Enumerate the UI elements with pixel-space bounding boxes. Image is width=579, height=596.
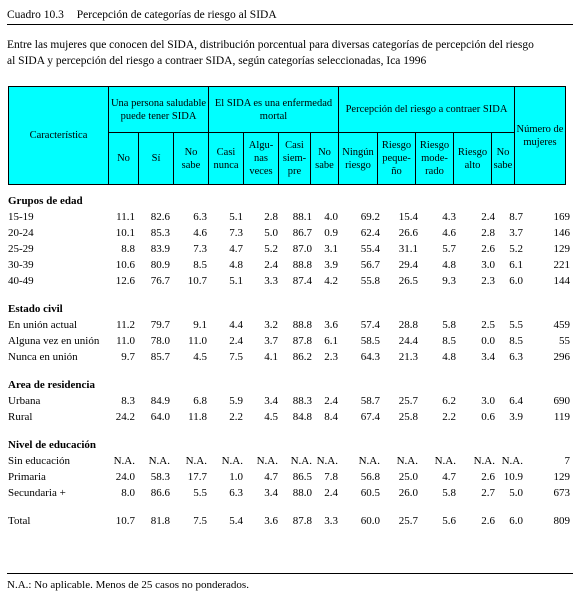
table-cell: 25.0 [398, 471, 418, 483]
table-row [8, 513, 570, 529]
table-cell: 56.8 [360, 471, 380, 483]
table-body [8, 193, 570, 529]
table-cell: 87.4 [292, 275, 312, 287]
table-cell: 58.7 [360, 395, 380, 407]
table-cell: 81.8 [150, 515, 170, 527]
table-cell: 3.0 [481, 395, 495, 407]
table-cell: 67.4 [360, 411, 380, 423]
row-label: Nunca en unión [8, 351, 78, 363]
table-cell: 25.8 [398, 411, 418, 423]
table-cell: 3.4 [481, 351, 495, 363]
table-cell: 58.5 [360, 335, 380, 347]
table-cell: 24.2 [115, 411, 135, 423]
table-cell: 88.8 [292, 319, 312, 331]
table-cell: 88.8 [292, 259, 312, 271]
table-cell: 6.0 [509, 515, 523, 527]
table-cell: 3.1 [324, 243, 338, 255]
table-row [8, 257, 570, 273]
table-cell: 3.6 [324, 319, 338, 331]
table-cell: 9.3 [442, 275, 456, 287]
table-cell: 57.4 [360, 319, 380, 331]
table-cell: 3.4 [264, 487, 278, 499]
table-cell: 6.3 [193, 211, 207, 223]
table-row [8, 273, 570, 289]
table-cell: 83.9 [150, 243, 170, 255]
table-cell: 146 [553, 227, 570, 239]
table-row [8, 393, 570, 409]
header-riesgo-alto: Riesgo alto [454, 133, 492, 185]
header-group-risk: Percepción del riesgo a contraer SIDA [339, 87, 515, 133]
description-line: Entre las mujeres que conocen del SIDA, distribución porcentual para diversas categorías de percepción del riesgo [7, 39, 534, 51]
table-cell: 10.1 [115, 227, 135, 239]
header-casi-siempre: Casi siem- pre [279, 133, 311, 185]
table-cell: 2.3 [481, 275, 495, 287]
table-cell: 85.7 [150, 351, 170, 363]
table-cell: 4.6 [193, 227, 207, 239]
table-cell: 31.1 [398, 243, 418, 255]
header-characteristic: Característica [9, 87, 109, 185]
table-cell: 2.8 [481, 227, 495, 239]
table-cell: 3.7 [509, 227, 523, 239]
table-cell: 673 [553, 487, 570, 499]
table-cell: 5.2 [509, 243, 523, 255]
row-label: Alguna vez en unión [8, 335, 100, 347]
table-cell: 296 [553, 351, 570, 363]
row-spacer [8, 501, 570, 513]
table-cell: 2.2 [442, 411, 456, 423]
table-cell: 76.7 [150, 275, 170, 287]
table-cell: 11.0 [116, 335, 135, 347]
table-row [8, 225, 570, 241]
header-algunas-veces: Algu- nas veces [244, 133, 279, 185]
table-row [8, 241, 570, 257]
row-spacer [8, 289, 570, 301]
group-heading-row [8, 437, 570, 453]
table-cell: N.A. [396, 455, 418, 467]
table-cell: N.A. [221, 455, 243, 467]
table-cell: N.A. [473, 455, 495, 467]
table-cell: 459 [553, 319, 570, 331]
table-cell: 5.2 [264, 243, 278, 255]
caption-divider [7, 24, 573, 25]
group-heading: Grupos de edad [8, 195, 83, 207]
table-cell: 5.5 [193, 487, 207, 499]
table-cell: 8.4 [324, 411, 338, 423]
table-cell: 5.4 [229, 515, 243, 527]
table-cell: 10.9 [503, 471, 523, 483]
table-cell: 8.7 [509, 211, 523, 223]
header-women-count: Número de mujeres [515, 87, 566, 185]
table-cell: 3.2 [264, 319, 278, 331]
row-spacer [8, 425, 570, 437]
footnote-divider [7, 573, 573, 574]
table-cell: 3.3 [324, 515, 338, 527]
table-cell: 6.1 [324, 335, 338, 347]
table-cell: 21.3 [398, 351, 418, 363]
table-cell: 62.4 [360, 227, 380, 239]
table-cell: 7.8 [324, 471, 338, 483]
table-cell: 2.3 [324, 351, 338, 363]
table-cell: 58.3 [150, 471, 170, 483]
table-description [7, 37, 567, 69]
caption-title: Percepción de categorías de riesgo al SIDA [76, 9, 277, 21]
table-cell: 4.1 [264, 351, 278, 363]
table-cell: 86.7 [292, 227, 312, 239]
table-cell: 26.5 [398, 275, 418, 287]
header-no-sabe: No sabe [174, 133, 209, 185]
table-cell: 11.8 [188, 411, 207, 423]
table-cell: 64.0 [150, 411, 170, 423]
table-cell: 4.7 [442, 471, 456, 483]
table-cell: 85.3 [150, 227, 170, 239]
table-cell: 55.8 [360, 275, 380, 287]
table-cell: 60.5 [360, 487, 380, 499]
table-cell: 2.8 [264, 211, 278, 223]
row-label: Secundaria + [8, 487, 66, 499]
table-cell: 0.0 [481, 335, 495, 347]
table-cell: 12.6 [115, 275, 135, 287]
table-cell: 7.3 [229, 227, 243, 239]
table-caption [7, 8, 573, 22]
caption-number: Cuadro 10.3 [7, 9, 64, 21]
table-cell: 56.7 [360, 259, 380, 271]
table-row [8, 349, 570, 365]
table-cell: 6.2 [442, 395, 456, 407]
table-cell: 10.7 [187, 275, 207, 287]
row-spacer [8, 365, 570, 377]
table-cell: N.A. [113, 455, 135, 467]
table-cell: 5.5 [509, 319, 523, 331]
header-no-sabe-risk: No sabe [492, 133, 515, 185]
table-footnote: N.A.: No aplicable. Menos de 25 casos no ponderados. [7, 579, 249, 591]
table-cell: 84.8 [292, 411, 312, 423]
table-cell: 129 [553, 471, 570, 483]
table-cell: N.A. [358, 455, 380, 467]
table-cell: 0.9 [324, 227, 338, 239]
table-cell: 6.3 [229, 487, 243, 499]
header-ningun-riesgo: Ningún riesgo [339, 133, 378, 185]
table-cell: 11.2 [116, 319, 135, 331]
row-label: Total [8, 515, 31, 527]
table-cell: 15.4 [398, 211, 418, 223]
table-cell: 5.7 [442, 243, 456, 255]
table-cell: 9.1 [193, 319, 207, 331]
table-cell: N.A. [148, 455, 170, 467]
table-cell: 6.1 [509, 259, 523, 271]
table-cell: 2.4 [324, 487, 338, 499]
table-cell: 4.0 [324, 211, 338, 223]
table-cell: 129 [553, 243, 570, 255]
table-cell: 9.7 [121, 351, 135, 363]
row-label: 20-24 [8, 227, 34, 239]
table-cell: 82.6 [150, 211, 170, 223]
table-cell: 64.3 [360, 351, 380, 363]
table-cell: 4.8 [442, 351, 456, 363]
table-cell: 86.2 [292, 351, 312, 363]
table-cell: 11.1 [116, 211, 135, 223]
table-cell: 3.3 [264, 275, 278, 287]
table-row [8, 409, 570, 425]
table-cell: 6.0 [509, 275, 523, 287]
row-label: 40-49 [8, 275, 34, 287]
table-cell: 6.3 [509, 351, 523, 363]
table-cell: 8.3 [121, 395, 135, 407]
description-line: al SIDA y percepción del riesgo a contraer SIDA, según categorías seleccionadas, Ica 1996 [7, 55, 427, 67]
table-header [8, 86, 566, 185]
table-cell: 5.9 [229, 395, 243, 407]
table-cell: 3.9 [509, 411, 523, 423]
table-cell: 24.0 [115, 471, 135, 483]
table-cell: 10.7 [115, 515, 135, 527]
table-row [8, 485, 570, 501]
row-label: Primaria [8, 471, 46, 483]
table-cell: 29.4 [398, 259, 418, 271]
table-cell: 7 [564, 455, 570, 467]
table-cell: 28.8 [398, 319, 418, 331]
table-cell: 3.0 [481, 259, 495, 271]
table-cell: N.A. [290, 455, 312, 467]
table-cell: 7.3 [193, 243, 207, 255]
row-label: 30-39 [8, 259, 34, 271]
table-row [8, 453, 570, 469]
table-cell: 87.8 [292, 515, 312, 527]
table-cell: 4.8 [229, 259, 243, 271]
table-cell: 5.8 [442, 319, 456, 331]
table-cell: 221 [553, 259, 570, 271]
table-cell: 0.6 [481, 411, 495, 423]
group-heading: Area de residencia [8, 379, 95, 391]
table-cell: 4.3 [442, 211, 456, 223]
table-cell: 1.0 [229, 471, 243, 483]
table-cell: 84.9 [150, 395, 170, 407]
table-cell: 8.5 [193, 259, 207, 271]
table-cell: 88.1 [292, 211, 312, 223]
table-cell: 2.7 [481, 487, 495, 499]
header-no-sabe-fatal: No sabe [311, 133, 339, 185]
table-cell: 8.8 [121, 243, 135, 255]
group-heading-row [8, 377, 570, 393]
table-cell: 4.4 [229, 319, 243, 331]
table-cell: 2.4 [264, 259, 278, 271]
header-no: No [109, 133, 139, 185]
group-heading: Nivel de educación [8, 439, 96, 451]
table-cell: 4.8 [442, 259, 456, 271]
table-cell: 5.0 [509, 487, 523, 499]
header-group-fatal: El SIDA es una enfermedad mortal [209, 87, 339, 133]
table-cell: 5.8 [442, 487, 456, 499]
table-cell: 4.7 [229, 243, 243, 255]
table-cell: 69.2 [360, 211, 380, 223]
table-cell: 690 [553, 395, 570, 407]
table-cell: 86.6 [150, 487, 170, 499]
table-cell: 2.4 [229, 335, 243, 347]
table-cell: 79.7 [150, 319, 170, 331]
table-cell: 5.1 [229, 211, 243, 223]
table-cell: 60.0 [360, 515, 380, 527]
header-riesgo-pequeno: Riesgo peque- ño [378, 133, 416, 185]
table-cell: 17.7 [187, 471, 207, 483]
table-cell: N.A. [434, 455, 456, 467]
table-cell: 2.4 [324, 395, 338, 407]
table-cell: 2.6 [481, 515, 495, 527]
table-row [8, 333, 570, 349]
table-cell: 25.7 [398, 395, 418, 407]
table-cell: 55.4 [360, 243, 380, 255]
table-cell: 8.0 [121, 487, 135, 499]
row-label: 15-19 [8, 211, 34, 223]
table-cell: 2.5 [481, 319, 495, 331]
row-label: En unión actual [8, 319, 78, 331]
header-casi-nunca: Casi nunca [209, 133, 244, 185]
table-cell: 119 [553, 411, 570, 423]
table-cell: 6.4 [509, 395, 523, 407]
table-cell: 55 [559, 335, 570, 347]
table-cell: 6.8 [193, 395, 207, 407]
table-cell: 4.5 [193, 351, 207, 363]
table-cell: 24.4 [398, 335, 418, 347]
table-cell: 3.7 [264, 335, 278, 347]
table-cell: 3.4 [264, 395, 278, 407]
table-cell: 26.0 [398, 487, 418, 499]
table-cell: 2.6 [481, 471, 495, 483]
table-cell: 3.6 [264, 515, 278, 527]
table-cell: 169 [553, 211, 570, 223]
table-cell: 87.8 [292, 335, 312, 347]
table-cell: N.A. [185, 455, 207, 467]
group-heading: Estado civil [8, 303, 63, 315]
table-cell: N.A. [256, 455, 278, 467]
table-cell: 78.0 [150, 335, 170, 347]
table-cell: 26.6 [398, 227, 418, 239]
header-group-healthy: Una persona saludable puede tener SIDA [109, 87, 209, 133]
group-heading-row [8, 301, 570, 317]
table-cell: 4.5 [264, 411, 278, 423]
row-label: Urbana [8, 395, 41, 407]
table-cell: 8.5 [509, 335, 523, 347]
table-cell: 87.0 [292, 243, 312, 255]
table-cell: 5.1 [229, 275, 243, 287]
table-cell: 4.7 [264, 471, 278, 483]
row-label: 25-29 [8, 243, 34, 255]
table-cell: 86.5 [292, 471, 312, 483]
table-cell: 7.5 [229, 351, 243, 363]
table-row [8, 317, 570, 333]
group-heading-row [8, 193, 570, 209]
table-cell: 3.9 [324, 259, 338, 271]
table-cell: 809 [553, 515, 570, 527]
table-cell: 88.3 [292, 395, 312, 407]
table-cell: 2.6 [481, 243, 495, 255]
row-label: Rural [8, 411, 33, 423]
header-si: Sí [139, 133, 174, 185]
header-riesgo-moderado: Riesgo mode- rado [416, 133, 454, 185]
table-cell: 7.5 [193, 515, 207, 527]
table-row [8, 209, 570, 225]
table-cell: 2.4 [481, 211, 495, 223]
table-cell: 25.7 [398, 515, 418, 527]
table-cell: 5.0 [264, 227, 278, 239]
table-cell: 5.6 [442, 515, 456, 527]
table-cell: N.A. [501, 455, 523, 467]
table-cell: 88.0 [292, 487, 312, 499]
table-cell: 80.9 [150, 259, 170, 271]
table-cell: 4.2 [324, 275, 338, 287]
table-cell: 11.0 [188, 335, 207, 347]
table-cell: 8.5 [442, 335, 456, 347]
table-cell: 4.6 [442, 227, 456, 239]
table-cell: N.A. [316, 455, 338, 467]
table-cell: 10.6 [115, 259, 135, 271]
table-row [8, 469, 570, 485]
row-label: Sin educación [8, 455, 71, 467]
table-cell: 144 [553, 275, 570, 287]
table-cell: 2.2 [229, 411, 243, 423]
